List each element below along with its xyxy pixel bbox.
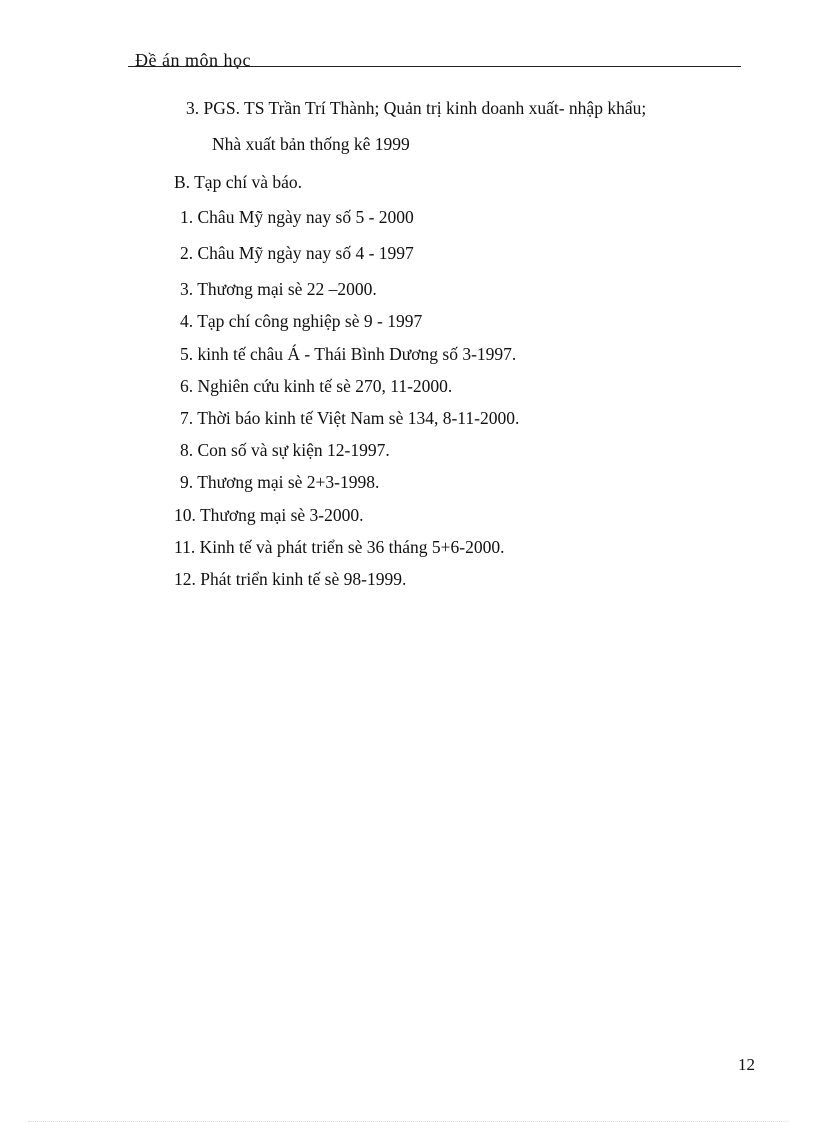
item-number: 8. <box>180 440 194 460</box>
list-item <box>174 505 364 526</box>
list-item <box>180 279 377 300</box>
item-number: 6. <box>180 376 194 396</box>
list-item <box>180 440 390 461</box>
header-rule <box>128 66 741 67</box>
list-item <box>180 207 414 228</box>
item-text: Châu Mỹ ngày nay số 4 - 1997 <box>197 243 414 263</box>
item-number: 7. <box>180 408 194 428</box>
reference-text: PGS. TS Trần Trí Thành; Quản trị kinh doanh xuất- nhập khẩu; <box>203 98 647 118</box>
item-number: 10. <box>174 505 196 525</box>
item-text: Thương mại sè 3-2000. <box>199 505 364 525</box>
item-number: 9. <box>180 472 194 492</box>
item-text: Nghiên cứu kinh tế sè 270, 11-2000. <box>197 376 453 396</box>
item-text: Thời báo kinh tế Việt Nam sè 134, 8-11-2000. <box>197 408 520 428</box>
item-text: Thương mại sè 22 –2000. <box>197 279 377 299</box>
list-item <box>180 376 452 397</box>
list-item <box>180 243 414 264</box>
section-heading: B. Tạp chí và báo. <box>174 172 302 192</box>
item-text: kinh tế châu Á - Thái Bình Dương số 3-1997. <box>197 344 517 364</box>
list-item <box>180 311 422 332</box>
item-number: 12. <box>174 569 196 589</box>
item-text: Kinh tế và phát triển sè 36 tháng 5+6-2000. <box>199 537 505 557</box>
item-number: 5. <box>180 344 194 364</box>
item-text: Con số và sự kiện 12-1997. <box>197 440 390 460</box>
item-text: Châu Mỹ ngày nay số 5 - 2000 <box>197 207 414 227</box>
book-reference-line-2: Nhà xuất bản thống kê 1999 <box>212 134 410 154</box>
page-number: 12 <box>738 1055 755 1074</box>
list-item <box>180 408 519 429</box>
page-bottom-divider <box>28 1121 788 1122</box>
item-number: 2. <box>180 243 194 263</box>
item-number: 11. <box>174 537 196 557</box>
list-item <box>174 537 504 558</box>
item-number: 3. <box>180 279 194 299</box>
item-text: Thương mại sè 2+3-1998. <box>197 472 380 492</box>
list-item <box>180 472 379 493</box>
reference-number: 3. <box>186 98 200 118</box>
list-item <box>180 344 516 365</box>
item-text: Phát triển kinh tế sè 98-1999. <box>200 569 407 589</box>
item-text: Tạp chí công nghiệp sè 9 - 1997 <box>197 311 423 331</box>
item-number: 1. <box>180 207 194 227</box>
item-number: 4. <box>180 311 194 331</box>
book-reference-line-1 <box>186 98 646 119</box>
header-title: Đề án môn học <box>135 50 251 70</box>
list-item <box>174 569 406 590</box>
